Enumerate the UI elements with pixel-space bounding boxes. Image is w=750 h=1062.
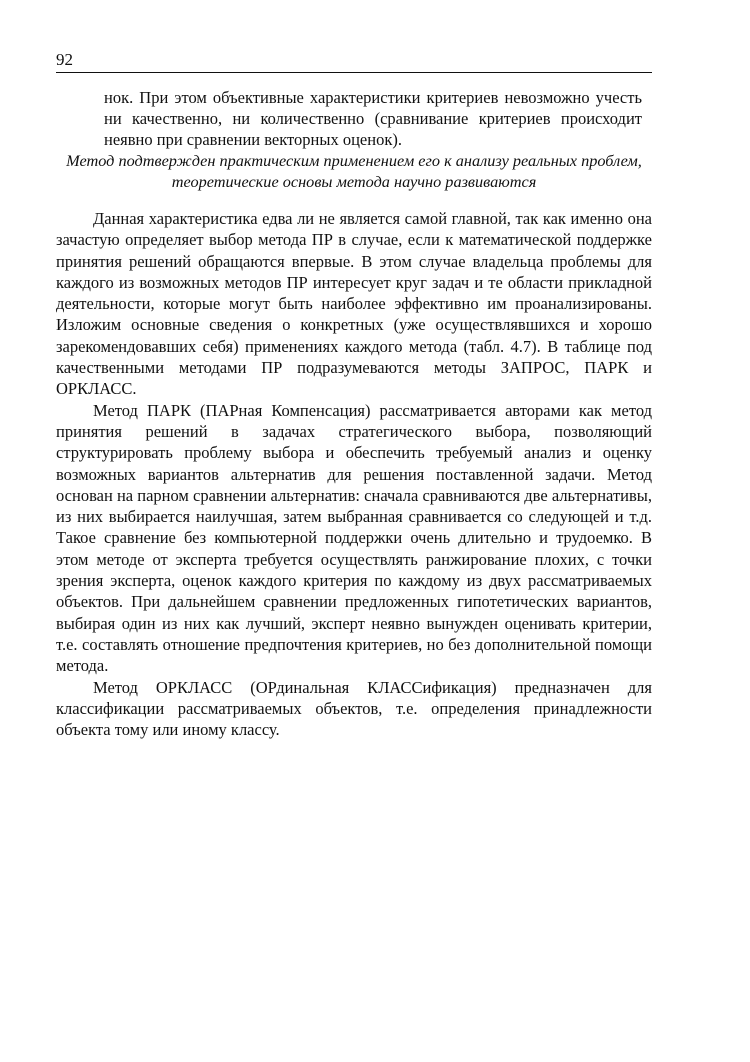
- body-text: [56, 208, 652, 740]
- header-rule: [56, 72, 652, 73]
- paragraph-1: Данная характеристика едва ли не является самой главной, так как именно она зачастую определяет выбор метода ПР в случае, если к математической поддержке принятия решений обращаются впервые. В этом случае владельца проблемы для каждого из возможных методов ПР интересует круг задач и те области прикладной деятельности, которые могут быть наиболее эффективно им проанализированы. Изложим основные сведения о конкретных (уже осуществлявшихся и хорошо зарекомендовавших себя) применениях каждого метода (табл. 4.7). В таблице под качественными методами ПР подразумеваются методы ЗАПРОС, ПАРК и ОРКЛАСС.: [56, 209, 652, 399]
- page-number: 92: [56, 50, 73, 69]
- paragraph-3: Метод ОРКЛАСС (ОРдинальная КЛАССификация) предназначен для классификации рассматриваемых объектов, т.е. определения принадлежности объекта тому или иному классу.: [56, 677, 652, 740]
- table-cell-continuation: нок. При этом объективные характеристики критериев невозможно учесть ни качественно, ни количественно (сравнивание критериев происходит неявно при сравнении векторных оценок).: [104, 88, 642, 149]
- paragraph-2: Метод ПАРК (ПАРная Компенсация) рассматривается авторами как метод принятия решений в задачах стратегического выбора, позволяющий структурировать проблему выбора и обеспечить требуемый анализ и оценку возможных вариантов альтернатив для решения поставленной задачи. Метод основан на парном сравнении альтернатив: сначала сравниваются две альтернативы, из них выбирается наилучшая, затем выбранная сравнивается со следующей и т.д. Такое сравнение без компьютерной поддержки очень длительно и трудоемко. В этом методе от эксперта требуется осуществлять ранжирование плохих, с точки зрения эксперта, оценок каждого критерия по каждому из двух рассматриваемых объектов. При дальнейшем сравнении предложенных гипотетических вариантов, выбирая один из них как лучший, эксперт неявно вынужден оценивать критерии, т.е. составлять отношение предпочтения критериев, но без дополнительной помощи метода.: [56, 400, 652, 676]
- table-row-caption: Метод подтвержден практическим применением его к анализу реальных проблем, теоретические основы метода научно развиваются: [66, 151, 642, 191]
